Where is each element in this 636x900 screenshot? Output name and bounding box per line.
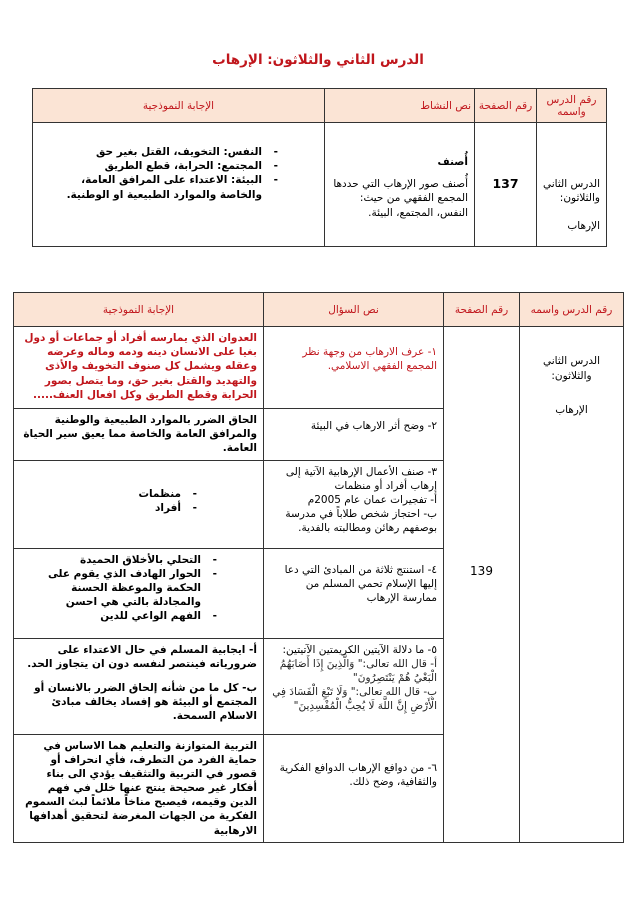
answer-text: العدوان الذي يمارسه أفراد أو جماعات أو دول بغيا على الانسان دينه ودمه وماله وعرضه وعقله ويشمل كل صنوف التخويف والأذى والتهديد والقتل بغير حق، وما يتصل بصور الحرابة وقطع الطريق وكل افعال العنف..... [24, 332, 257, 401]
activity-text: أُصنف صور الإرهاب التي حددها المجمع الفقهي من حيث: النفس، المجتمع، البيئة. [333, 178, 468, 219]
question-text: أ- تفجيرات عمان عام 2005م [307, 493, 437, 506]
question-cell [264, 327, 444, 409]
answer-text: التربية المتوازنة والتعليم هما الاساس في حماية الفرد من التطرف، فأي انحراف أو قصور في التربية والتثقيف يؤدي الى بناء أفكار غير صحيحة ينتج عنها خلل في فهم الدين وقيمه، فيصبح مناخاً ملائماً لبث السموم الفكرية من الجهات المغرضة لتحقيق أهدافها الارهابية [25, 739, 257, 837]
question-text: ٥- ما دلالة الآيتين الكريمتين الآتيتين: [282, 643, 437, 656]
header-page: رقم الصفحة [444, 293, 520, 327]
header-answer: الإجابة النموذجية [14, 293, 264, 327]
answer-item: - الفهم الواعي للدين [20, 609, 217, 623]
question-text: ٤- استنتج ثلاثة من المبادئ التي دعا إليها الإسلام تحمي المسلم من ممارسة الإرهاب [284, 563, 437, 604]
answer-item: - النفس: التخويف، القتل بغير حق [39, 145, 278, 159]
verse-b: ب- قال الله تعالى:" وَلَا تَبْغِ الْفَسَادَ فِي الْأَرْضِ إِنَّ اللَّهَ لَا يُحِبُّ الْمُفْسِدِينَ" [272, 686, 437, 713]
page-title: الدرس الثاني والثلاثون: الإرهاب [212, 52, 424, 68]
answer-cell [14, 409, 264, 461]
question-cell [264, 638, 444, 734]
answer-item: - البيئة: الاعتداء على المرافق العامة، والخاصة والموارد الطبيعية او الوطنية. [39, 173, 278, 201]
answer-item: - أفراد [20, 501, 197, 515]
question-cell [264, 409, 444, 461]
answer-cell [14, 460, 264, 548]
answer-cell [14, 548, 264, 638]
header-lesson: رقم الدرس واسمه [537, 89, 607, 123]
answer-item: - الحوار الهادف الذي يقوم على الحكمة والموعظة الحسنة والمجادلة بالتي هي احسن [20, 567, 217, 610]
answer-text: أ- ايجابية المسلم في حال الاعتداء على ضرورياته فينتصر لنفسه دون ان يتجاوز الحد. [27, 643, 257, 670]
answer-cell [33, 123, 325, 247]
page-number: 139 [444, 327, 520, 843]
answer-cell [14, 734, 264, 842]
question-text: ب- احتجاز شخص طلاباً في مدرسة بوصفهم رهائن ومطالبته بالفدية. [285, 508, 437, 535]
question-text: ٣- صنف الأعمال الإرهابية الآتية إلى إرهاب أفراد أو منظمات [285, 465, 437, 492]
lesson-cell [537, 123, 607, 247]
header-activity: نص النشاط [325, 89, 475, 123]
header-page: رقم الصفحة [475, 89, 537, 123]
answer-item: - التحلي بالأخلاق الحميدة [20, 553, 217, 567]
question-text: ٦- من دوافع الإرهاب الدوافع الفكرية والثقافية، وضح ذلك. [279, 761, 437, 788]
page-number: 137 [475, 123, 537, 247]
answer-item: - المجتمع: الحرابة، قطع الطريق [39, 159, 278, 173]
lesson-cell [520, 327, 624, 843]
answer-cell [14, 638, 264, 734]
lesson-name: الدرس الثاني والثلاثون: [542, 178, 600, 205]
lesson-topic: الإرهاب [567, 220, 600, 233]
activity-heading: أُصنف [437, 156, 468, 168]
header-answer: الإجابة النموذجية [33, 89, 325, 123]
verse-a: أ- قال الله تعالى:" وَالَّذِينَ إِذَا أَصَابَهُمُ الْبَغْيُ هُمْ يَنْتَصِرُونَ" [279, 657, 437, 684]
question-cell [264, 460, 444, 548]
header-lesson: رقم الدرس واسمه [520, 293, 624, 327]
header-question: نص السؤال [264, 293, 444, 327]
answer-item: - منظمات [20, 487, 197, 501]
question-text: ٢- وضح أثر الارهاب في البيئة [310, 420, 437, 432]
answer-cell [14, 327, 264, 409]
question-cell [264, 734, 444, 842]
answer-text: الحاق الضرر بالموارد الطبيعية والوطنية والمرافق العامة والخاصة مما يعيق سير الحياة العامة. [23, 414, 257, 455]
lesson-name: الدرس الثاني والثلاثون: [542, 355, 600, 382]
activity-table [32, 88, 607, 247]
questions-table [13, 292, 624, 843]
answer-text: ب- كل ما من شأنه إلحاق الضرر بالانسان أو المجتمع أو البيئة هو إفساد يخالف مبادئ الاسلام السمحة. [34, 681, 257, 723]
activity-cell [325, 123, 475, 247]
question-text: ١- عرف الارهاب من وجهة نظر المجمع الفقهي الاسلامي. [302, 346, 437, 373]
lesson-topic: الإرهاب [555, 403, 588, 416]
question-cell [264, 548, 444, 638]
